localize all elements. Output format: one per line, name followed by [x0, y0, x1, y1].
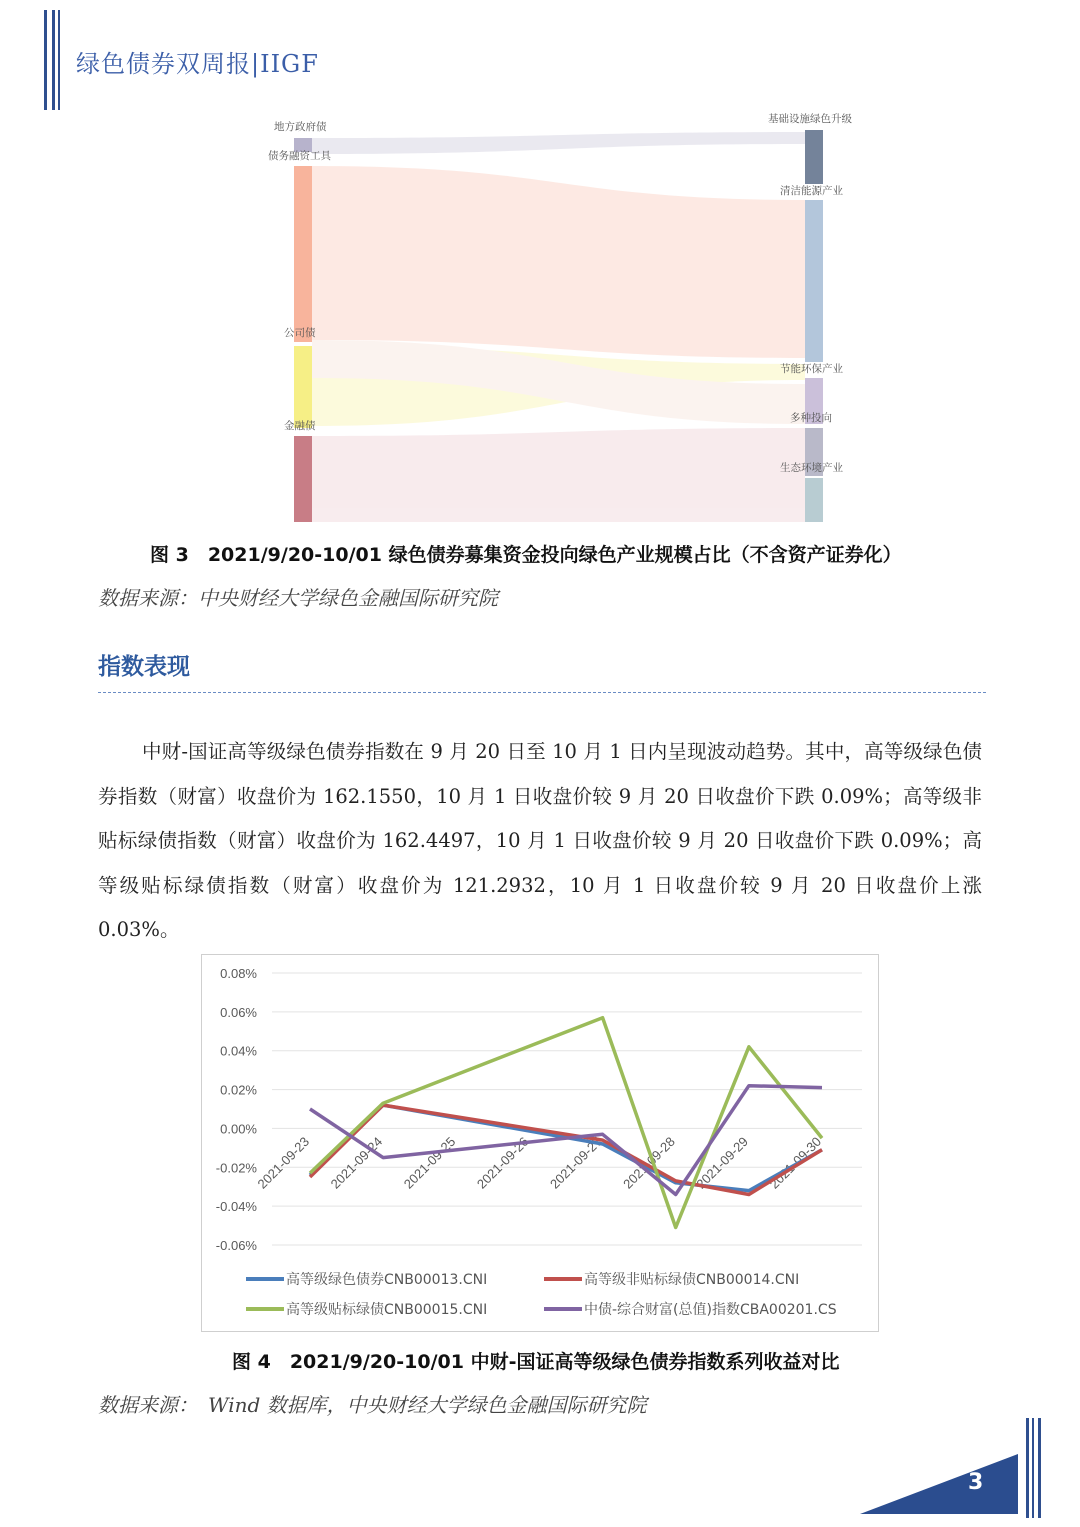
figure-source-note: 数据来源： Wind 数据库，中央财经大学绿色金融国际研究院 [98, 1393, 647, 1417]
figure-caption: 图 4 2021/9/20-10/01 中财-国证高等级绿色债券指数系列收益对比 [232, 1351, 840, 1373]
section-divider [98, 692, 986, 693]
sankey-source-label: 金融债 [284, 420, 316, 432]
y-tick-label: 0.04% [220, 1043, 257, 1059]
legend-swatch [544, 1277, 582, 1281]
sankey-target-label: 节能环保产业 [780, 363, 843, 375]
y-tick-label: 0.06% [220, 1004, 257, 1020]
x-tick-label: 2021-09-29 [693, 1133, 751, 1192]
legend-item [544, 1299, 837, 1319]
page-number: 3 [968, 1470, 984, 1495]
y-tick-label: 0.02% [220, 1082, 257, 1098]
x-tick-label: 2021-09-27 [547, 1133, 605, 1192]
legend-swatch [246, 1277, 284, 1281]
sankey-node-target [805, 478, 823, 522]
header-bar-left-1 [44, 10, 47, 110]
legend-item [246, 1299, 487, 1319]
sankey-target-label: 多种投向 [790, 412, 832, 424]
sankey-node-target [805, 130, 823, 184]
legend-label: 中债-综合财富(总值)指数CBA00201.CS [584, 1302, 837, 1318]
legend-swatch [544, 1307, 582, 1311]
figure-caption: 图 3 2021/9/20-10/01 绿色债券募集资金投向绿色产业规模占比（不含资产证券化） [150, 544, 902, 566]
x-tick-label: 2021-09-23 [254, 1133, 313, 1192]
y-tick-label: -0.06% [215, 1238, 257, 1253]
sankey-node-source [294, 166, 312, 342]
sankey-link [312, 166, 805, 358]
sankey-node-source [294, 436, 312, 522]
x-tick-label: 2021-09-26 [473, 1133, 532, 1192]
legend-label: 高等级贴标绿债CNB00015.CNI [286, 1302, 488, 1318]
sankey-target-label: 生态环境产业 [780, 462, 843, 474]
y-tick-label: 0.00% [220, 1121, 257, 1137]
x-tick-label: 2021-09-25 [400, 1133, 459, 1192]
sankey-link [312, 132, 805, 154]
footer-triangle [860, 1452, 1020, 1516]
sankey-source-label: 地方政府债 [274, 121, 327, 133]
series-line [310, 1018, 825, 1228]
legend-item [246, 1269, 487, 1289]
body-paragraph: 中财-国证高等级绿色债券指数在 9 月 20 日至 10 月 1 日内呈现波动趋势。其中，高等级绿色债券指数（财富）收盘价为 162.1550，10 月 1 日收盘价较 9 月 20 日收盘价下跌 0.09%；高等级非贴标绿债指数（财富）收盘价为 162.4497，10 月 1 日收盘价较 9 月 20 日收盘价下跌 0.09%；高等级贴标绿债指数（财富）收盘价为 121.2932，10 月 1 日收盘价较 9 月 20 日收盘价上涨 0.03%。 [98, 740, 982, 941]
sankey-target-label: 基础设施绿色升级 [768, 113, 852, 125]
sankey-link [312, 428, 805, 522]
footer-bar-right-1 [1026, 1418, 1029, 1518]
section-title: 指数表现 [98, 654, 190, 680]
sankey-node-source [294, 346, 312, 428]
footer-bar-right-3 [1038, 1418, 1041, 1518]
sankey-node-target [805, 200, 823, 362]
sankey-source-label: 债务融资工具 [268, 150, 331, 162]
y-tick-label: -0.02% [215, 1160, 257, 1176]
y-tick-label: -0.04% [215, 1199, 257, 1215]
figure-source-note: 数据来源：中央财经大学绿色金融国际研究院 [98, 586, 498, 610]
sankey-source-label: 公司债 [284, 327, 316, 339]
y-tick-label: 0.08% [220, 966, 257, 981]
x-tick-label: 2021-09-30 [766, 1133, 825, 1192]
header-bar-left-2 [52, 10, 55, 110]
legend-item [544, 1269, 799, 1289]
line-chart [201, 954, 879, 1332]
sankey-diagram [262, 108, 882, 528]
legend-label: 高等级非贴标绿债CNB00014.CNI [584, 1272, 800, 1288]
legend-label: 高等级绿色债券CNB00013.CNI [286, 1272, 488, 1288]
header-bar-left-3 [58, 10, 60, 110]
x-tick-label: 2021-09-24 [327, 1133, 386, 1192]
sankey-target-label: 清洁能源产业 [780, 185, 843, 197]
header-title: 绿色债券双周报|IIGF [76, 50, 319, 78]
x-tick-label: 2021-09-28 [620, 1133, 678, 1192]
footer-bar-right-2 [1032, 1418, 1034, 1518]
legend-swatch [246, 1307, 284, 1311]
